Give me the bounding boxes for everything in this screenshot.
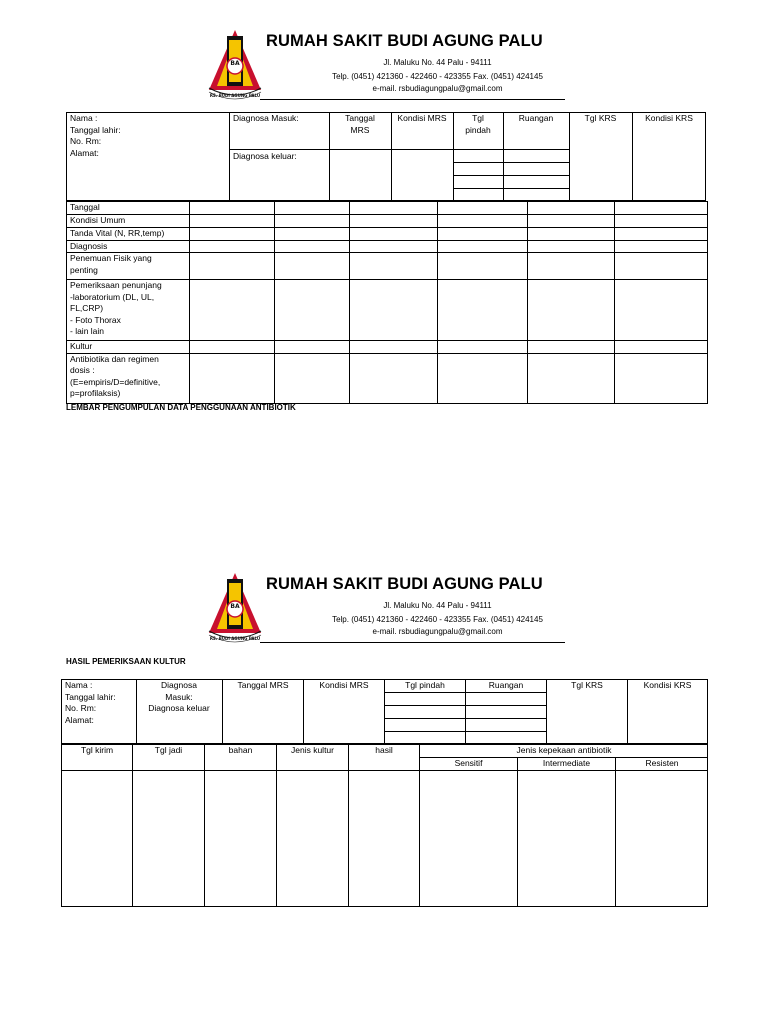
form1-caption: LEMBAR PENGUMPULAN DATA PENGGUNAAN ANTIBIOTIK	[66, 403, 296, 412]
logo-initials: BA	[230, 603, 240, 610]
hospital-name: RUMAH SAKIT BUDI AGUNG PALU	[266, 575, 543, 593]
label-nama: Nama :	[70, 113, 98, 123]
table-row	[67, 240, 708, 253]
label-tanggal-mrs: Tanggal MRS	[345, 113, 375, 135]
label-alamat: Alamat:	[70, 147, 99, 158]
form1-patient-info	[70, 113, 225, 159]
hospital-header	[205, 28, 565, 104]
hospital-header-2	[205, 571, 565, 647]
label-tgl-pindah: Tgl pindah	[405, 680, 445, 690]
col-sensitif: Sensitif	[454, 758, 483, 768]
label-kondisi-mrs: Kondisi MRS	[397, 113, 447, 123]
hospital-phone: Telp. (0451) 421360 - 422460 - 423355 Fax. (0451) 424145	[332, 72, 543, 81]
label-diagnosa-masuk: Diagnosa Masuk:	[233, 113, 299, 123]
table-row	[67, 280, 708, 341]
logo-text: RS. BUDI AGUNG PALU	[209, 636, 261, 641]
row-label-tanda-vital: Tanda Vital (N, RR,temp)	[67, 227, 190, 240]
form1-observation-table	[66, 201, 708, 404]
label-ruangan: Ruangan	[518, 113, 554, 123]
label-no-rm: No. Rm:	[70, 136, 102, 146]
logo-initials: BA	[230, 60, 240, 67]
label-ruangan: Ruangan	[488, 680, 524, 690]
hospital-name: RUMAH SAKIT BUDI AGUNG PALU	[266, 32, 543, 50]
hospital-logo-icon	[205, 571, 265, 643]
logo-text: RS. BUDI AGUNG PALU	[209, 93, 261, 98]
col-tgl-jadi: Tgl jadi	[154, 745, 183, 755]
table-row	[67, 202, 708, 215]
col-jenis-kultur: Jenis kultur	[291, 745, 334, 755]
label-kondisi-krs: Kondisi KRS	[643, 680, 692, 690]
table-row	[67, 341, 708, 354]
table-row	[67, 353, 708, 403]
hospital-address: Jl. Maluku No. 44 Palu - 94111	[383, 58, 492, 67]
label-no-rm: No. Rm:	[65, 703, 97, 713]
row-label-penemuan-fisik: Penemuan Fisik yang penting	[67, 253, 190, 280]
row-label-pemeriksaan-penunjang: Pemeriksaan penunjang -laboratorium (DL, UL, FL,CRP) - Foto Thorax - lain lain	[67, 280, 190, 341]
form2-patient-info	[65, 680, 135, 726]
label-diagnosa-keluar: Diagnosa keluar:	[233, 151, 297, 161]
col-jenis-kepekaan: Jenis kepekaan antibiotik	[516, 745, 612, 755]
label-nama: Nama :	[65, 680, 93, 690]
label-diagnosa: Diagnosa Masuk: Diagnosa keluar	[148, 680, 210, 713]
header-rule	[260, 99, 565, 100]
table-row	[67, 215, 708, 228]
hospital-phone: Telp. (0451) 421360 - 422460 - 423355 Fax. (0451) 424145	[332, 615, 543, 624]
label-alamat: Alamat:	[65, 714, 94, 725]
row-label-diagnosis: Diagnosis	[67, 240, 190, 253]
hospital-email: e-mail. rsbudiagungpalu@gmail.com	[372, 627, 503, 636]
hospital-email: e-mail. rsbudiagungpalu@gmail.com	[372, 84, 503, 93]
table-row	[67, 253, 708, 280]
label-kondisi-mrs: Kondisi MRS	[319, 680, 369, 690]
label-tgl-krs: Tgl KRS	[571, 680, 603, 690]
row-label-kultur: Kultur	[67, 341, 190, 354]
label-tanggal-lahir: Tanggal lahir:	[65, 691, 116, 702]
table-row	[67, 227, 708, 240]
col-intermediate: Intermediate	[542, 758, 591, 768]
label-kondisi-krs: Kondisi KRS	[645, 113, 693, 123]
row-label-tanggal: Tanggal	[67, 202, 190, 215]
label-tanggal-mrs: Tanggal MRS	[237, 680, 289, 690]
label-tgl-pindah: Tgl pindah	[465, 113, 491, 135]
label-tgl-krs: Tgl KRS	[584, 113, 617, 123]
col-hasil: hasil	[375, 745, 393, 755]
col-resisten: Resisten	[645, 758, 679, 768]
hospital-address: Jl. Maluku No. 44 Palu - 94111	[383, 601, 492, 610]
form2-heading: HASIL PEMERIKSAAN KULTUR	[66, 657, 186, 666]
hospital-logo-icon	[205, 28, 265, 100]
label-tanggal-lahir: Tanggal lahir:	[70, 124, 121, 135]
col-bahan: bahan	[228, 745, 253, 755]
row-label-kondisi-umum: Kondisi Umum	[67, 215, 190, 228]
col-tgl-kirim: Tgl kirim	[80, 745, 114, 755]
row-label-antibiotika: Antibiotika dan regimen dosis : (E=empiris/D=definitive, p=profilaksis)	[67, 353, 190, 403]
header-rule	[260, 642, 565, 643]
